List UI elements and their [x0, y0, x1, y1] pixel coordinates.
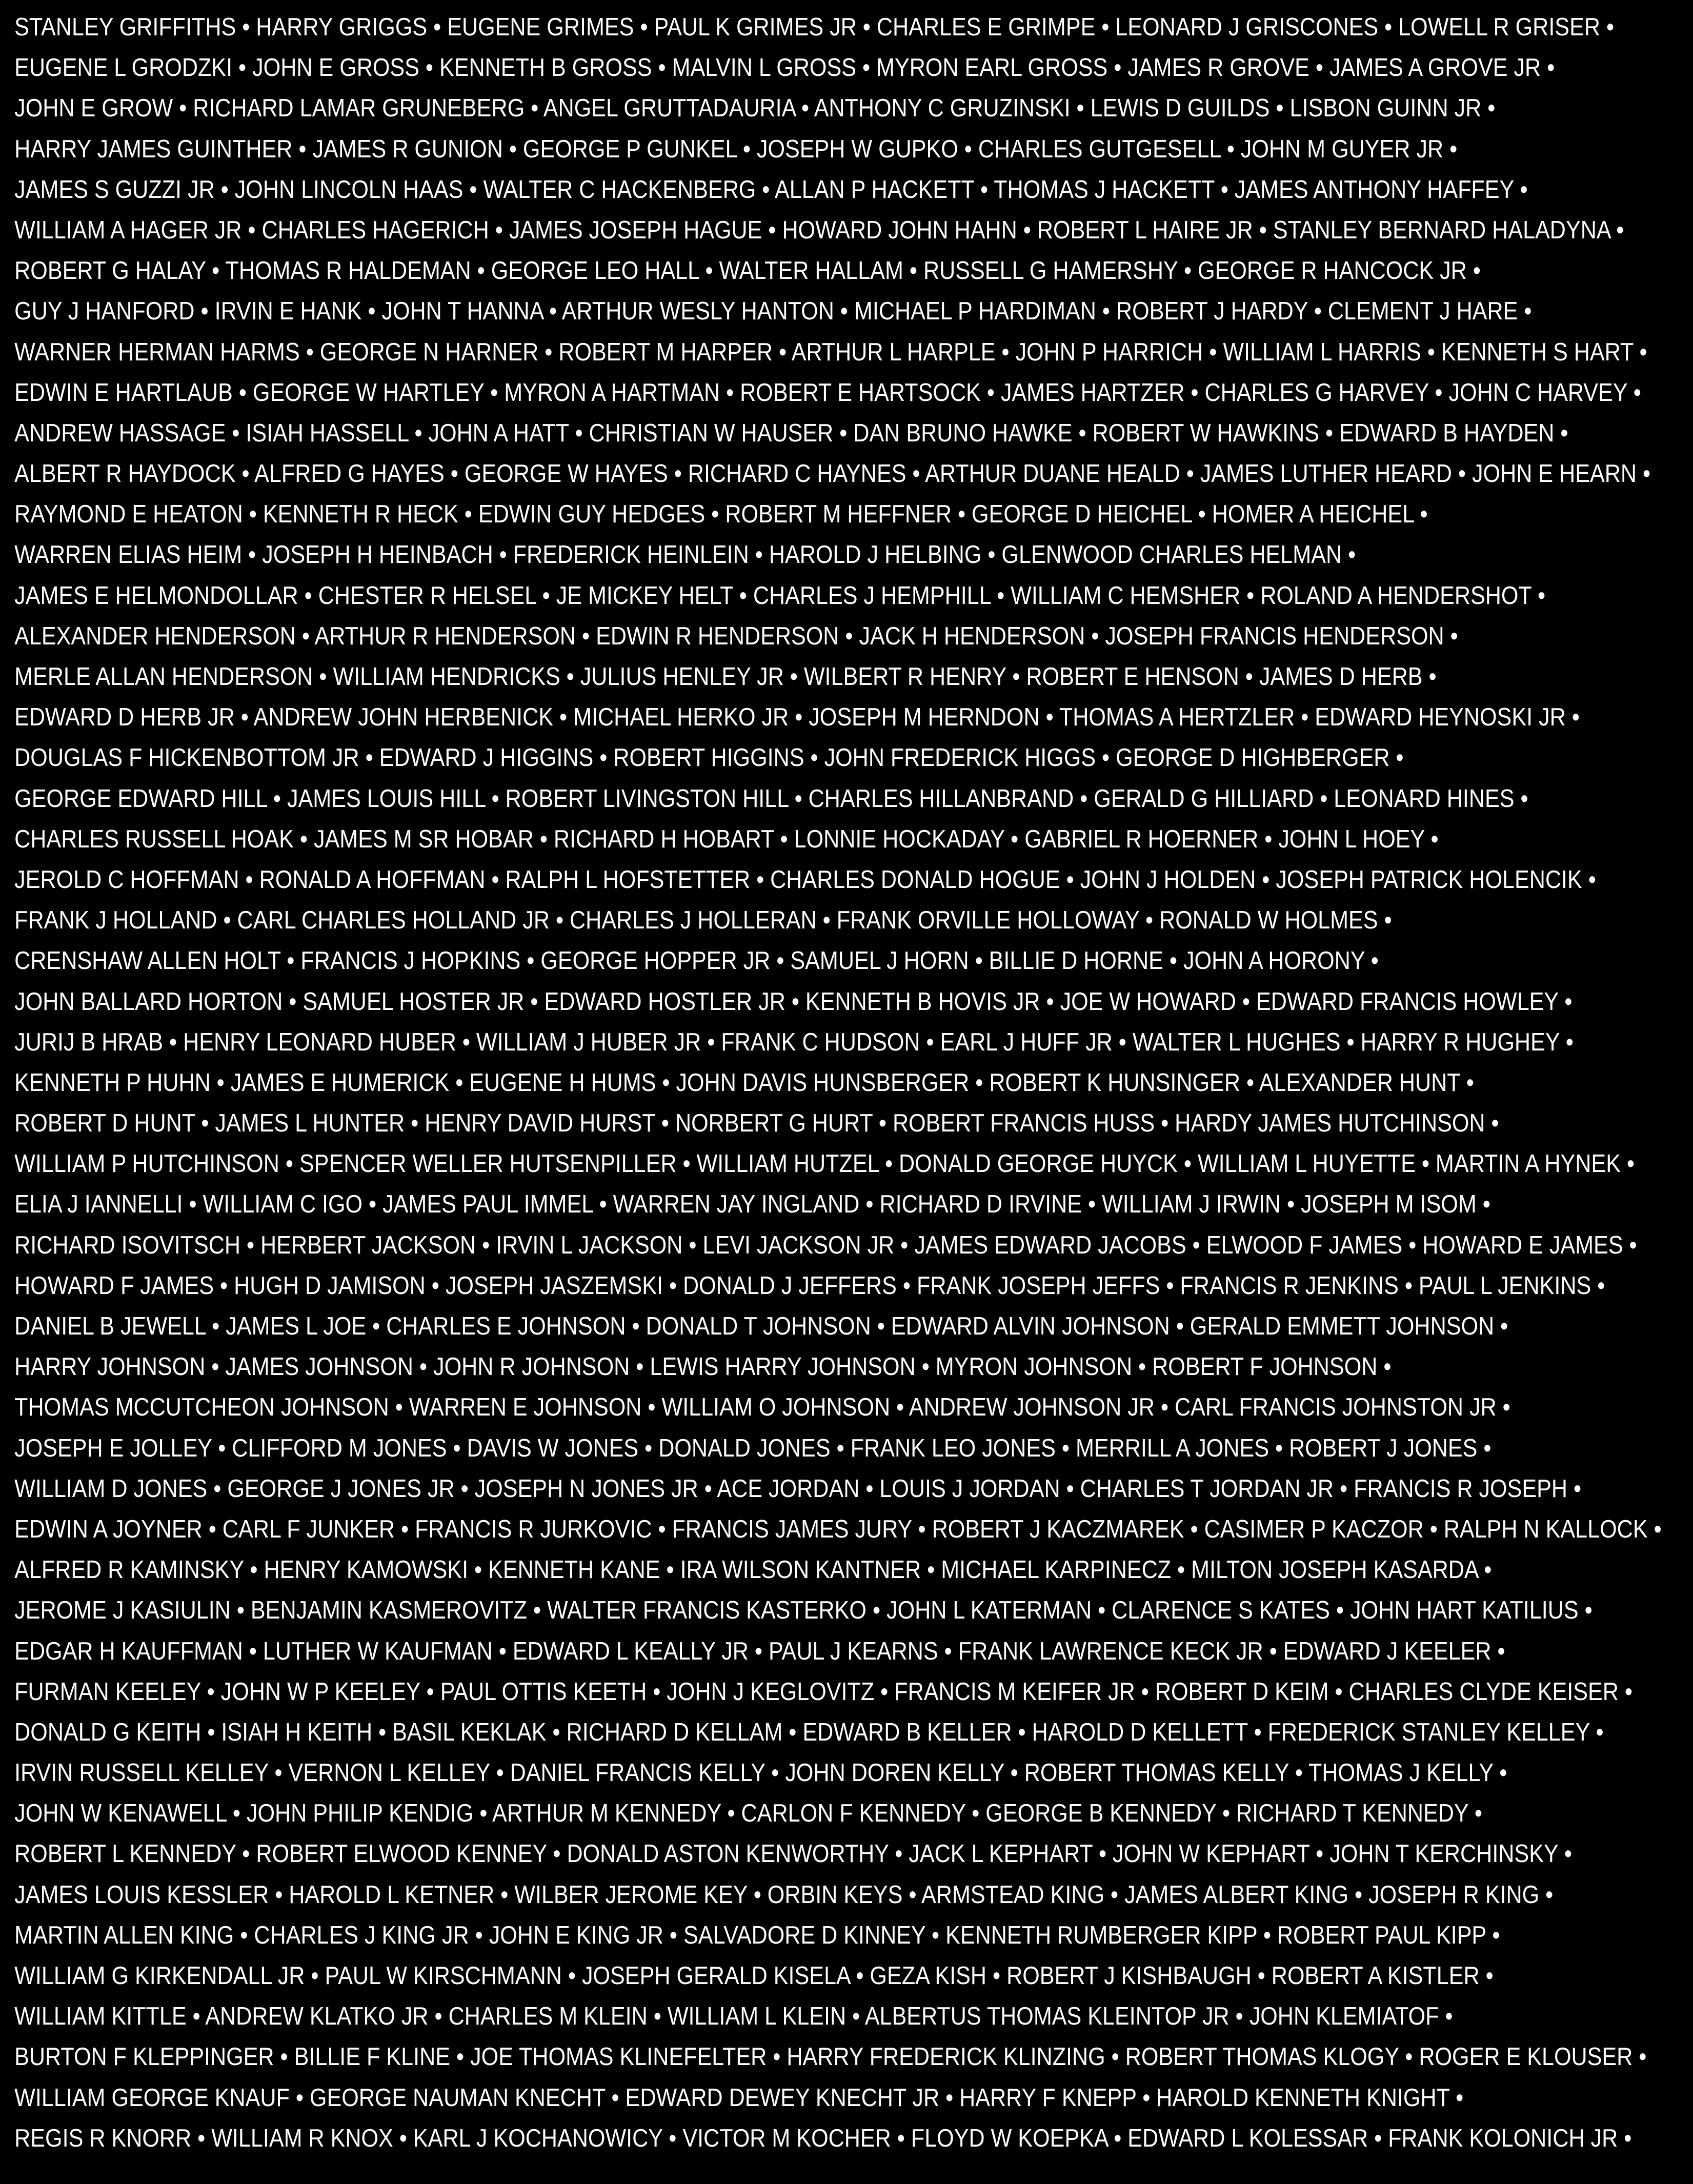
name-line: JOHN BALLARD HORTON • SAMUEL HOSTER JR • EDWARD HOSTLER JR • KENNETH B HOVIS JR • JOE W HOWARD • EDWARD FRANCIS HOWLEY •: [14, 987, 1573, 1016]
name-line: IRVIN RUSSELL KELLEY • VERNON L KELLEY • DANIEL FRANCIS KELLY • JOHN DOREN KELLY • ROBERT THOMAS KELLY • THOMAS J KELLY •: [14, 1759, 1507, 1787]
name-line: DOUGLAS F HICKENBOTTOM JR • EDWARD J HIGGINS • ROBERT HIGGINS • JOHN FREDERICK HIGGS • GEORGE D HIGHBERGER •: [14, 744, 1404, 772]
name-line: STANLEY GRIFFITHS • HARRY GRIGGS • EUGENE GRIMES • PAUL K GRIMES JR • CHARLES E GRIMPE • LEONARD J GRISCONES • LOWELL R GRISER •: [14, 13, 1615, 41]
name-line: THOMAS MCCUTCHEON JOHNSON • WARREN E JOHNSON • WILLIAM O JOHNSON • ANDREW JOHNSON JR • CARL FRANCIS JOHNSTON JR •: [14, 1393, 1510, 1422]
name-line: GEORGE EDWARD HILL • JAMES LOUIS HILL • ROBERT LIVINGSTON HILL • CHARLES HILLANBRAND • GERALD G HILLIARD • LEONARD HINES •: [14, 784, 1528, 813]
name-line: EDWARD D HERB JR • ANDREW JOHN HERBENICK • MICHAEL HERKO JR • JOSEPH M HERNDON • THOMAS A HERTZLER • EDWARD HEYNOSKI JR •: [14, 703, 1580, 732]
name-line: WILLIAM GEORGE KNAUF • GEORGE NAUMAN KNECHT • EDWARD DEWEY KNECHT JR • HARRY F KNEPP • HAROLD KENNETH KNIGHT •: [14, 2084, 1464, 2112]
name-line: JEROLD C HOFFMAN • RONALD A HOFFMAN • RALPH L HOFSTETTER • CHARLES DONALD HOGUE • JOHN J HOLDEN • JOSEPH PATRICK HOLENCIK •: [14, 865, 1596, 894]
name-line: WILLIAM G KIRKENDALL JR • PAUL W KIRSCHMANN • JOSEPH GERALD KISELA • GEZA KISH • ROBERT J KISHBAUGH • ROBERT A KISTLER •: [14, 1962, 1494, 1990]
name-line: JAMES E HELMONDOLLAR • CHESTER R HELSEL • JE MICKEY HELT • CHARLES J HEMPHILL • WILLIAM C HEMSHER • ROLAND A HENDERSHOT •: [14, 581, 1546, 610]
name-line: ALFRED R KAMINSKY • HENRY KAMOWSKI • KENNETH KANE • IRA WILSON KANTNER • MICHAEL KARPINECZ • MILTON JOSEPH KASARDA •: [14, 1556, 1492, 1584]
name-line: EDWIN E HARTLAUB • GEORGE W HARTLEY • MYRON A HARTMAN • ROBERT E HARTSOCK • JAMES HARTZER • CHARLES G HARVEY • JOHN C HARVEY •: [14, 378, 1641, 407]
name-line: KENNETH P HUHN • JAMES E HUMERICK • EUGENE H HUMS • JOHN DAVIS HUNSBERGER • ROBERT K HUNSINGER • ALEXANDER HUNT •: [14, 1068, 1474, 1097]
name-line: EUGENE L GRODZKI • JOHN E GROSS • KENNETH B GROSS • MALVIN L GROSS • MYRON EARL GROSS • JAMES R GROVE • JAMES A GROVE JR •: [14, 54, 1555, 82]
name-line: WILLIAM D JONES • GEORGE J JONES JR • JOSEPH N JONES JR • ACE JORDAN • LOUIS J JORDAN • CHARLES T JORDAN JR • FRANCIS R JOSEPH •: [14, 1474, 1582, 1503]
name-line: WILLIAM KITTLE • ANDREW KLATKO JR • CHARLES M KLEIN • WILLIAM L KLEIN • ALBERTUS THOMAS KLEINTOP JR • JOHN KLEMIATOF •: [14, 2003, 1453, 2031]
name-line: ROBERT D HUNT • JAMES L HUNTER • HENRY DAVID HURST • NORBERT G HURT • ROBERT FRANCIS HUSS • HARDY JAMES HUTCHINSON •: [14, 1109, 1499, 1138]
name-line: ALEXANDER HENDERSON • ARTHUR R HENDERSON • EDWIN R HENDERSON • JACK H HENDERSON • JOSEPH FRANCIS HENDERSON •: [14, 622, 1458, 650]
name-line: WARREN ELIAS HEIM • JOSEPH H HEINBACH • FREDERICK HEINLEIN • HAROLD J HELBING • GLENWOOD CHARLES HELMAN •: [14, 541, 1356, 569]
name-line: EDGAR H KAUFFMAN • LUTHER W KAUFMAN • EDWARD L KEALLY JR • PAUL J KEARNS • FRANK LAWRENCE KECK JR • EDWARD J KEELER •: [14, 1637, 1505, 1665]
name-line: JAMES LOUIS KESSLER • HAROLD L KETNER • WILBER JEROME KEY • ORBIN KEYS • ARMSTEAD KING • JAMES ALBERT KING • JOSEPH R KING •: [14, 1880, 1554, 1909]
name-line: ROBERT L KENNEDY • ROBERT ELWOOD KENNEY • DONALD ASTON KENWORTHY • JACK L KEPHART • JOHN W KEPHART • JOHN T KERCHINSKY •: [14, 1840, 1573, 1868]
name-line: ELIA J IANNELLI • WILLIAM C IGO • JAMES PAUL IMMEL • WARREN JAY INGLAND • RICHARD D IRVINE • WILLIAM J IRWIN • JOSEPH M ISOM •: [14, 1190, 1490, 1219]
name-line: EDWIN A JOYNER • CARL F JUNKER • FRANCIS R JURKOVIC • FRANCIS JAMES JURY • ROBERT J KACZMAREK • CASIMER P KACZOR • RALPH N KALLOCK •: [14, 1515, 1662, 1543]
name-line: MERLE ALLAN HENDERSON • WILLIAM HENDRICKS • JULIUS HENLEY JR • WILBERT R HENRY • ROBERT E HENSON • JAMES D HERB •: [14, 663, 1437, 691]
name-line: FURMAN KEELEY • JOHN W P KEELEY • PAUL OTTIS KEETH • JOHN J KEGLOVITZ • FRANCIS M KEIFER JR • ROBERT D KEIM • CHARLES CLYDE KEISER •: [14, 1677, 1633, 1706]
name-line: ROBERT G HALAY • THOMAS R HALDEMAN • GEORGE LEO HALL • WALTER HALLAM • RUSSELL G HAMERSHY • GEORGE R HANCOCK JR •: [14, 257, 1481, 285]
name-line: JAMES S GUZZI JR • JOHN LINCOLN HAAS • WALTER C HACKENBERG • ALLAN P HACKETT • THOMAS J HACKETT • JAMES ANTHONY HAFFEY •: [14, 175, 1528, 204]
name-line: JEROME J KASIULIN • BENJAMIN KASMEROVITZ • WALTER FRANCIS KASTERKO • JOHN L KATERMAN • CLARENCE S KATES • JOHN HART KATILIUS •: [14, 1596, 1593, 1625]
name-line: FRANK J HOLLAND • CARL CHARLES HOLLAND JR • CHARLES J HOLLERAN • FRANK ORVILLE HOLLOWAY • RONALD W HOLMES •: [14, 906, 1392, 935]
name-line: CHARLES RUSSELL HOAK • JAMES M SR HOBAR • RICHARD H HOBART • LONNIE HOCKADAY • GABRIEL R HOERNER • JOHN L HOEY •: [14, 825, 1439, 853]
name-line: RICHARD ISOVITSCH • HERBERT JACKSON • IRVIN L JACKSON • LEVI JACKSON JR • JAMES EDWARD JACOBS • ELWOOD F JAMES • HOWARD E JAMES •: [14, 1231, 1637, 1259]
name-line: WILLIAM P HUTCHINSON • SPENCER WELLER HUTSENPILLER • WILLIAM HUTZEL • DONALD GEORGE HUYCK • WILLIAM L HUYETTE • MARTIN A HYNEK •: [14, 1150, 1635, 1178]
name-line: ANDREW HASSAGE • ISIAH HASSELL • JOHN A HATT • CHRISTIAN W HAUSER • DAN BRUNO HAWKE • ROBERT W HAWKINS • EDWARD B HAYDEN •: [14, 419, 1568, 447]
name-line: WARNER HERMAN HARMS • GEORGE N HARNER • ROBERT M HARPER • ARTHUR L HARPLE • JOHN P HARRICH • WILLIAM L HARRIS • KENNETH S HART •: [14, 338, 1647, 366]
name-line: DANIEL B JEWELL • JAMES L JOE • CHARLES E JOHNSON • DONALD T JOHNSON • EDWARD ALVIN JOHNSON • GERALD EMMETT JOHNSON •: [14, 1312, 1508, 1340]
name-line: DONALD G KEITH • ISIAH H KEITH • BASIL KEKLAK • RICHARD D KELLAM • EDWARD B KELLER • HAROLD D KELLETT • FREDERICK STANLEY KELLEY •: [14, 1718, 1604, 1746]
name-line: REGIS R KNORR • WILLIAM R KNOX • KARL J KOCHANOWICY • VICTOR M KOCHER • FLOYD W KOEPKA • EDWARD L KOLESSAR • FRANK KOLONICH JR •: [14, 2124, 1632, 2152]
name-line: JOHN E GROW • RICHARD LAMAR GRUNEBERG • ANGEL GRUTTADAURIA • ANTHONY C GRUZINSKI • LEWIS D GUILDS • LISBON GUINN JR •: [14, 94, 1496, 123]
name-line: HARRY JAMES GUINTHER • JAMES R GUNION • GEORGE P GUNKEL • JOSEPH W GUPKO • CHARLES GUTGESELL • JOHN M GUYER JR •: [14, 135, 1458, 163]
name-line: CRENSHAW ALLEN HOLT • FRANCIS J HOPKINS • GEORGE HOPPER JR • SAMUEL J HORN • BILLIE D HORNE • JOHN A HORONY •: [14, 947, 1379, 975]
name-line: HOWARD F JAMES • HUGH D JAMISON • JOSEPH JASZEMSKI • DONALD J JEFFERS • FRANK JOSEPH JEFFS • FRANCIS R JENKINS • PAUL L JENKINS •: [14, 1271, 1605, 1300]
name-line: ALBERT R HAYDOCK • ALFRED G HAYES • GEORGE W HAYES • RICHARD C HAYNES • ARTHUR DUANE HEALD • JAMES LUTHER HEARD • JOHN E HEARN •: [14, 460, 1651, 488]
name-line: HARRY JOHNSON • JAMES JOHNSON • JOHN R JOHNSON • LEWIS HARRY JOHNSON • MYRON JOHNSON • ROBERT F JOHNSON •: [14, 1353, 1392, 1381]
name-line: MARTIN ALLEN KING • CHARLES J KING JR • JOHN E KING JR • SALVADORE D KINNEY • KENNETH RUMBERGER KIPP • ROBERT PAUL KIPP •: [14, 1921, 1500, 1949]
name-line: GUY J HANFORD • IRVIN E HANK • JOHN T HANNA • ARTHUR WESLY HANTON • MICHAEL P HARDIMAN • ROBERT J HARDY • CLEMENT J HARE •: [14, 297, 1532, 326]
name-line: JURIJ B HRAB • HENRY LEONARD HUBER • WILLIAM J HUBER JR • FRANK C HUDSON • EARL J HUFF JR • WALTER L HUGHES • HARRY R HUGHEY •: [14, 1028, 1574, 1056]
name-line: RAYMOND E HEATON • KENNETH R HECK • EDWIN GUY HEDGES • ROBERT M HEFFNER • GEORGE D HEICHEL • HOMER A HEICHEL •: [14, 500, 1428, 529]
name-line: WILLIAM A HAGER JR • CHARLES HAGERICH • JAMES JOSEPH HAGUE • HOWARD JOHN HAHN • ROBERT L HAIRE JR • STANLEY BERNARD HALADYNA •: [14, 216, 1624, 244]
name-line: JOSEPH E JOLLEY • CLIFFORD M JONES • DAVIS W JONES • DONALD JONES • FRANK LEO JONES • MERRILL A JONES • ROBERT J JONES •: [14, 1434, 1492, 1462]
name-line: JOHN W KENAWELL • JOHN PHILIP KENDIG • ARTHUR M KENNEDY • CARLON F KENNEDY • GEORGE B KENNEDY • RICHARD T KENNEDY •: [14, 1799, 1482, 1828]
name-line: BURTON F KLEPPINGER • BILLIE F KLINE • JOE THOMAS KLINEFELTER • HARRY FREDERICK KLINZING • ROBERT THOMAS KLOGY • ROGER E KLOUSER •: [14, 2043, 1647, 2071]
